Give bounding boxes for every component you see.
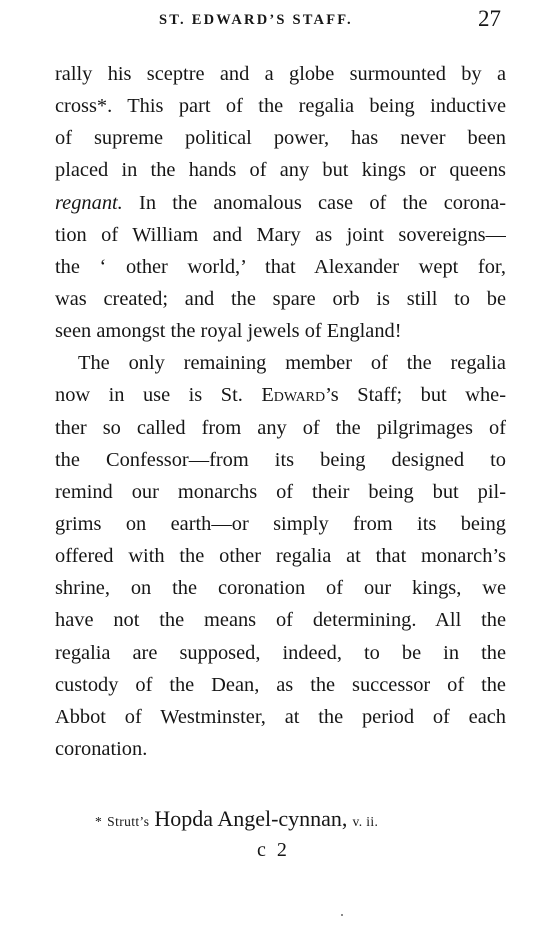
- text-line: coronation.: [55, 737, 148, 760]
- text-line: remind our monarchs of their being but pil-: [55, 480, 506, 503]
- text-line: custody of the Dean, as the successor of the: [55, 673, 506, 696]
- text-line: tion of William and Mary as joint sovereigns—: [55, 223, 506, 246]
- text-line: now in use is St. Edward’s Staff; but whe-: [55, 384, 506, 407]
- small-caps-name: Edward: [261, 384, 326, 407]
- text-line: was created; and the spare orb is still to be: [55, 287, 506, 310]
- text-line: rally his sceptre and a globe surmounted by a: [55, 63, 506, 85]
- footnote-title: Hopda Angel-cynnan,: [154, 806, 348, 831]
- page-header: [0, 6, 555, 36]
- paper-speck: [341, 914, 343, 916]
- text-line: the Confessor—from its being designed to: [55, 448, 506, 471]
- paragraph-1: [55, 58, 506, 347]
- footnote-volume: v. ii.: [352, 814, 379, 829]
- text-line: regnant. In the anomalous case of the corona-: [55, 191, 506, 214]
- text-line: regalia are supposed, indeed, to be in the: [55, 641, 506, 664]
- running-head: ST. EDWARD’S STAFF.: [159, 12, 353, 28]
- paragraph-2: [55, 347, 506, 765]
- footnote-author: Strutt’s: [107, 814, 150, 829]
- text-line: placed in the hands of any but kings or queens: [55, 159, 506, 182]
- page-number: 27: [478, 6, 501, 31]
- text-line: of supreme political power, has never been: [55, 127, 506, 150]
- text-line: cross*. This part of the regalia being inductive: [55, 95, 506, 118]
- body-text: [55, 58, 506, 765]
- italic-word: regnant.: [55, 191, 123, 214]
- signature-mark: c 2: [257, 839, 290, 861]
- text-line: grims on earth—or simply from its being: [55, 512, 506, 535]
- text-line: The only remaining member of the regalia: [78, 352, 506, 375]
- text-line: Abbot of Westminster, at the period of each: [55, 705, 506, 728]
- text-line: offered with the other regalia at that monarch’s: [55, 545, 506, 568]
- footnote-marker: *: [95, 814, 103, 829]
- text-line: have not the means of determining. All the: [55, 609, 506, 632]
- footnote: [95, 806, 378, 832]
- text-line: ther so called from any of the pilgrimages of: [55, 416, 506, 439]
- text-line: shrine, on the coronation of our kings, we: [55, 577, 506, 600]
- text-line: the ‘ other world,’ that Alexander wept for,: [55, 255, 506, 278]
- text-line: seen amongst the royal jewels of England!: [55, 320, 402, 343]
